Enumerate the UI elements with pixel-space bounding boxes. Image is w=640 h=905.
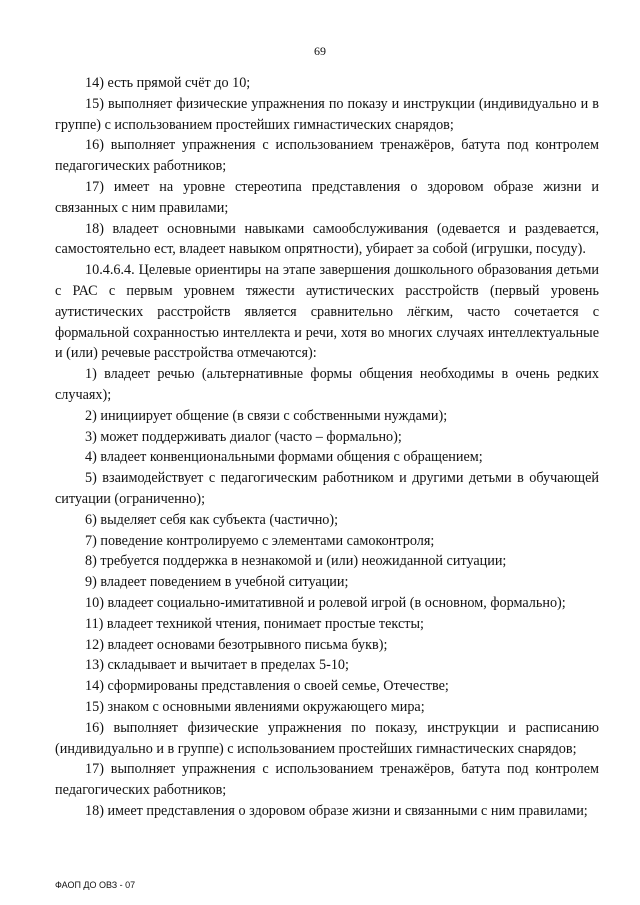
section-paragraph: 10.4.6.4. Целевые ориентиры на этапе завершения дошкольного образования детьми с РАС с первым уровнем тяжести аутистических расстройств (первый уровень аутистических расстройств является сравнительно лёгким, часто сочетается с формальной сохранностью интеллекта и речи, хотя во многих случаях интеллектуальные и (или) речевые расстройства отмечаются): bbox=[55, 262, 599, 362]
paragraph: 17) имеет на уровне стереотипа представления о здоровом образе жизни и связанных с ним правилами; bbox=[55, 178, 599, 216]
paragraph: 11) владеет техникой чтения, понимает простые тексты; bbox=[85, 615, 424, 632]
page-number: 69 bbox=[314, 44, 326, 58]
paragraph: 15) выполняет физические упражнения по показу и инструкции (индивидуально и в группе) с использованием простейших гимнастических снарядов; bbox=[55, 95, 599, 133]
paragraph: 14) есть прямой счёт до 10; bbox=[85, 75, 251, 91]
paragraph: 4) владеет конвенциональными формами общения с обращением; bbox=[85, 449, 483, 466]
paragraph: 13) складывает и вычитает в пределах 5-10; bbox=[85, 657, 349, 674]
paragraph: 1) владеет речью (альтернативные формы общения необходимы в очень редких случаях); bbox=[55, 366, 599, 403]
paragraph: 18) владеет основными навыками самообслуживания (одевается и раздевается, самостоятельно ест, владеет навыком опрятности), убирает за собой (игрушки, посуду). bbox=[55, 220, 599, 258]
paragraph: 6) выделяет себя как субъекта (частично); bbox=[85, 511, 339, 528]
paragraph: 16) выполняет физические упражнения по показу, инструкции и расписанию (индивидуально и в группе) с использованием простейших гимнастических снарядов; bbox=[55, 719, 599, 757]
paragraph: 2) инициирует общение (в связи с собственными нуждами); bbox=[85, 407, 448, 424]
document-body bbox=[55, 73, 599, 822]
paragraph: 17) выполняет упражнения с использованием тренажёров, батута под контролем педагогических работников; bbox=[55, 761, 599, 799]
paragraph: 3) может поддерживать диалог (часто – формально); bbox=[85, 428, 402, 445]
paragraph: 16) выполняет упражнения с использованием тренажёров, батута под контролем педагогических работников; bbox=[55, 137, 599, 175]
document-footer: ФАОП ДО ОВЗ - 07 bbox=[55, 880, 136, 890]
paragraph: 15) знаком с основными явлениями окружающего мира; bbox=[85, 698, 425, 715]
paragraph: 8) требуется поддержка в незнакомой и (или) неожиданной ситуации; bbox=[85, 553, 507, 570]
paragraph: 12) владеет основами безотрывного письма букв); bbox=[85, 636, 388, 653]
paragraph: 10) владеет социально-имитативной и ролевой игрой (в основном, формально); bbox=[85, 594, 566, 611]
paragraph: 5) взаимодействует с педагогическим работником и другими детьми в обучающей ситуации (ограниченно); bbox=[55, 470, 599, 507]
paragraph: 18) имеет представления о здоровом образе жизни и связанными с ним правилами; bbox=[85, 802, 588, 819]
paragraph: 7) поведение контролируемо с элементами самоконтроля; bbox=[85, 532, 435, 549]
paragraph: 14) сформированы представления о своей семье, Отечестве; bbox=[85, 678, 449, 695]
paragraph: 9) владеет поведением в учебной ситуации; bbox=[85, 574, 349, 591]
